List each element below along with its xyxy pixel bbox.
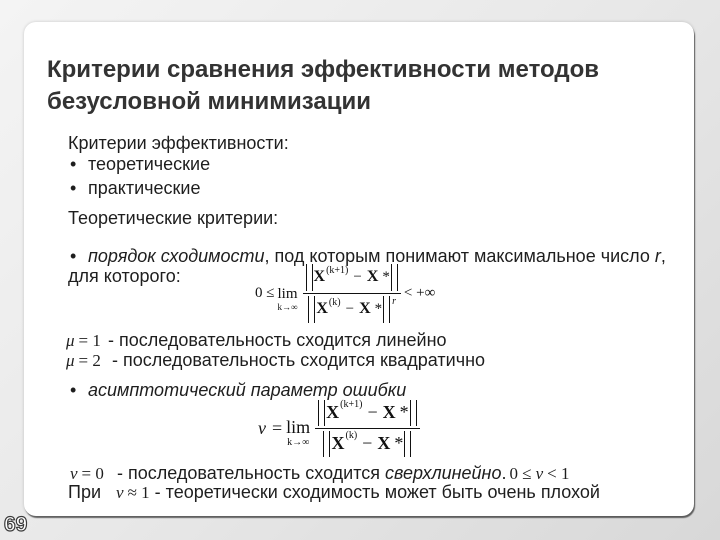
bullet: • bbox=[70, 380, 77, 400]
minus-operator: − bbox=[362, 433, 373, 453]
title-line-1: Критерии сравнения эффективности методов bbox=[47, 56, 600, 83]
star-mark: * bbox=[374, 300, 383, 317]
denominator-norm bbox=[307, 296, 391, 323]
nu-one-prefix: При bbox=[68, 482, 102, 502]
limit-operator bbox=[277, 286, 297, 313]
minus-operator: − bbox=[345, 300, 355, 317]
lim-label: lim bbox=[286, 417, 311, 438]
order-line-end: , bbox=[660, 246, 666, 266]
vector-x-star: X bbox=[382, 402, 396, 422]
asymptotic-parameter-formula bbox=[258, 399, 420, 457]
limit-operator bbox=[286, 418, 310, 448]
vector-x: X bbox=[331, 433, 345, 453]
convergence-order-text: , под которым понимают максимальное число bbox=[264, 246, 655, 266]
convergence-order-formula bbox=[255, 262, 435, 324]
nu-range bbox=[509, 463, 569, 483]
vector-x-star: X bbox=[377, 433, 391, 453]
efficiency-heading: Критерии эффективности: bbox=[68, 133, 289, 153]
minus-operator: − bbox=[353, 268, 362, 285]
star-mark: * bbox=[394, 433, 404, 453]
nu-symbol: ν bbox=[258, 417, 266, 438]
lim-subscript: k→∞ bbox=[287, 436, 310, 448]
numerator-norm bbox=[305, 264, 399, 291]
mu-value: = 2 bbox=[78, 351, 101, 370]
theoretical-criteria-heading: Теоретические критерии: bbox=[68, 208, 279, 228]
bullet: • bbox=[70, 178, 77, 198]
nu-value: ≈ 1 bbox=[127, 483, 150, 502]
mu-value: = 1 bbox=[78, 331, 101, 350]
sentence-dot: . bbox=[501, 463, 507, 483]
formula-rhs: < +∞ bbox=[403, 284, 436, 301]
mu-quadratic-text: - последовательность сходится квадратично bbox=[112, 350, 486, 370]
superlinear-term: сверхлинейно bbox=[385, 463, 502, 483]
vector-x: X bbox=[316, 300, 328, 317]
fraction-numerator bbox=[315, 400, 419, 429]
numerator-norm bbox=[317, 400, 417, 426]
fraction-denominator bbox=[303, 294, 401, 323]
convergence-order-term: порядок сходимости bbox=[88, 246, 265, 266]
fraction bbox=[315, 400, 419, 457]
formula-lhs: 0 ≤ bbox=[255, 284, 275, 301]
range-upper: < 1 bbox=[547, 464, 570, 483]
efficiency-item-theoretical bbox=[68, 154, 210, 174]
range-lower: 0 ≤ bbox=[509, 464, 532, 483]
mu-quadratic-label bbox=[64, 350, 112, 371]
iteration-superscript: (k+1) bbox=[340, 399, 363, 410]
asymptotic-parameter-item bbox=[68, 380, 406, 400]
bullet: • bbox=[70, 246, 77, 266]
vector-x-star: X bbox=[359, 300, 371, 317]
vector-x-star: X bbox=[366, 268, 379, 285]
nu-symbol: ν bbox=[70, 464, 78, 483]
mu-linear-label bbox=[64, 330, 108, 351]
vector-x: X bbox=[313, 268, 326, 285]
nu-zero-row bbox=[68, 463, 569, 484]
mu-symbol: μ bbox=[66, 351, 75, 370]
efficiency-item-practical bbox=[68, 178, 200, 198]
convergence-order-continuation: для которого: bbox=[68, 266, 181, 286]
iteration-superscript: (k+1) bbox=[326, 264, 349, 276]
nu-one-label bbox=[116, 482, 150, 503]
nu-one-text: - теоретически сходимость может быть очень плохой bbox=[154, 482, 600, 502]
fraction bbox=[303, 264, 401, 323]
star-mark: * bbox=[399, 402, 409, 422]
efficiency-item-label: практические bbox=[88, 178, 201, 198]
nu-value: = 0 bbox=[81, 464, 104, 483]
efficiency-item-label: теоретические bbox=[88, 154, 211, 174]
bullet: • bbox=[70, 154, 77, 174]
nu-zero-text: - последовательность сходится bbox=[117, 463, 386, 483]
slide-number: 69 bbox=[4, 513, 28, 536]
nu-symbol: ν bbox=[116, 483, 124, 502]
star-mark: * bbox=[382, 268, 390, 285]
nu-symbol: ν bbox=[535, 464, 544, 483]
equals-sign: = bbox=[272, 417, 283, 438]
denominator-norm bbox=[322, 431, 412, 457]
slide-title bbox=[47, 54, 599, 118]
iteration-superscript: (k) bbox=[345, 430, 358, 441]
mu-quadratic-row bbox=[64, 350, 485, 371]
mu-linear-row bbox=[64, 330, 447, 351]
power-r: r bbox=[392, 295, 397, 307]
fraction-numerator bbox=[303, 264, 401, 294]
order-variable: r bbox=[654, 246, 661, 266]
title-line-2: безусловной минимизации bbox=[47, 88, 372, 115]
mu-symbol: μ bbox=[66, 331, 75, 350]
mu-linear-text: - последовательность сходится линейно bbox=[108, 330, 447, 350]
lim-subscript: k→∞ bbox=[277, 302, 298, 313]
iteration-superscript: (k) bbox=[328, 296, 341, 308]
nu-zero-label bbox=[68, 463, 117, 484]
fraction-denominator bbox=[315, 429, 419, 457]
vector-x: X bbox=[326, 402, 340, 422]
lim-label: lim bbox=[277, 285, 298, 302]
minus-operator: − bbox=[367, 402, 378, 422]
nu-one-row bbox=[68, 482, 600, 503]
asymptotic-parameter-term: асимптотический параметр ошибки bbox=[88, 380, 407, 400]
